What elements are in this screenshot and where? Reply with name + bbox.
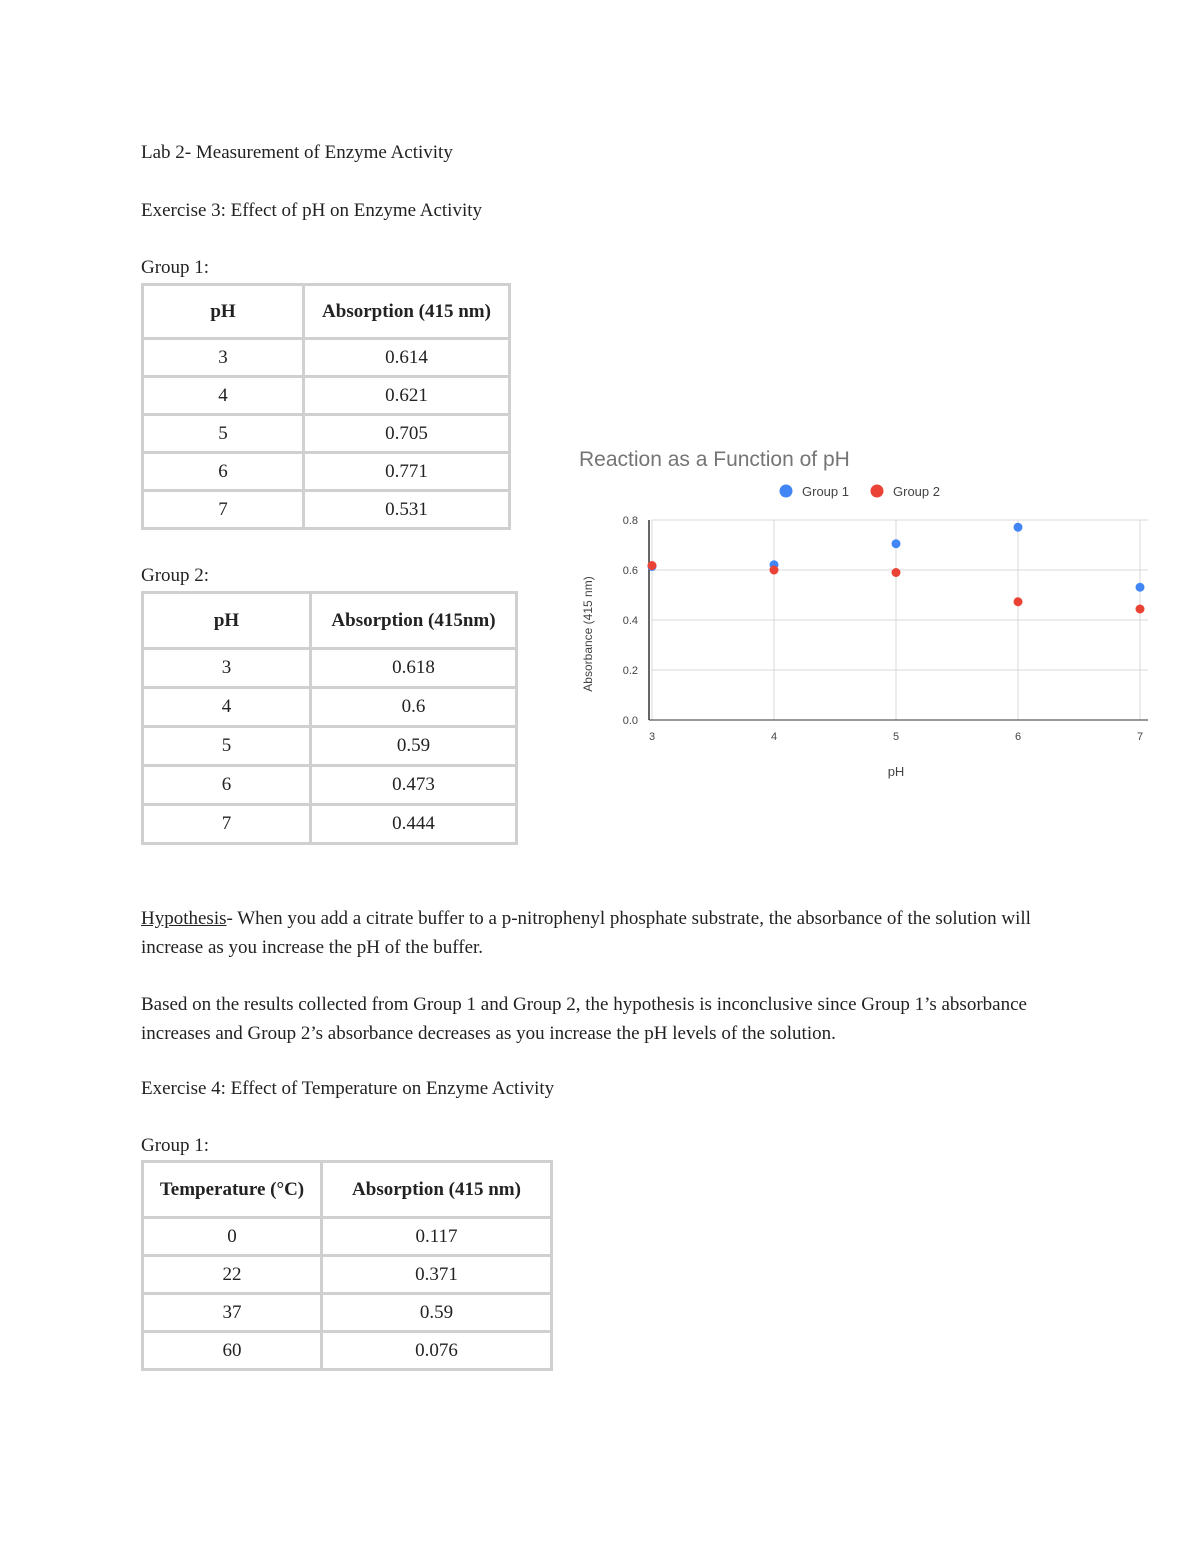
table-header: Absorption (415 nm) <box>304 285 510 339</box>
exercise-3-heading: Exercise 3: Effect of pH on Enzyme Activity <box>141 200 483 221</box>
y-axis-ticks <box>623 515 638 727</box>
table-cell: 0.59 <box>311 727 517 766</box>
hypothesis-paragraph <box>141 904 1061 962</box>
y-tick-label: 0.0 <box>622 715 638 727</box>
table-cell: 3 <box>143 339 304 377</box>
data-point-group-2 <box>1014 597 1023 606</box>
table-cell: 0.705 <box>304 415 510 453</box>
data-point-group-1 <box>1136 583 1145 592</box>
table-cell: 0.473 <box>311 766 517 805</box>
table-cell: 0.618 <box>311 649 517 688</box>
ph-table-group-1 <box>141 283 511 530</box>
x-axis-label: pH <box>887 764 905 779</box>
data-point-group-2 <box>1136 605 1145 614</box>
x-tick-label: 6 <box>1014 731 1022 743</box>
y-tick-label: 0.6 <box>622 565 638 577</box>
table-cell: 0.621 <box>304 377 510 415</box>
group-1-label: Group 1: <box>141 257 210 278</box>
x-tick-label: 4 <box>770 731 778 743</box>
table-cell: 0.614 <box>304 339 510 377</box>
temperature-table <box>141 1160 553 1371</box>
hypothesis-label: Hypothesis <box>141 908 227 929</box>
table-cell: 0.59 <box>322 1294 552 1332</box>
table-header: Temperature (°C) <box>143 1162 322 1218</box>
table-cell: 22 <box>143 1256 322 1294</box>
table-cell: 0.117 <box>322 1218 552 1256</box>
table-cell: 6 <box>143 766 311 805</box>
legend-label: Group 1 <box>802 484 849 499</box>
document-title: Lab 2- Measurement of Enzyme Activity <box>141 142 453 163</box>
table-row <box>143 1332 552 1370</box>
table-row <box>143 1256 552 1294</box>
ph-table-group-2 <box>141 591 518 845</box>
chart-legend <box>780 484 940 499</box>
table-row <box>143 766 517 805</box>
table-row <box>143 491 510 529</box>
table-header: Absorption (415nm) <box>311 593 517 649</box>
legend-label: Group 2 <box>893 484 940 499</box>
y-axis-label: Absorbance (415 nm) <box>581 576 595 692</box>
table-cell: 0.444 <box>311 805 517 844</box>
y-tick-label: 0.2 <box>622 665 638 677</box>
table-row <box>143 727 517 766</box>
y-tick-label: 0.4 <box>622 615 638 627</box>
table-cell: 7 <box>143 805 311 844</box>
data-point-group-1 <box>1014 523 1023 532</box>
x-tick-label: 7 <box>1136 731 1144 743</box>
x-tick-label: 3 <box>648 731 656 743</box>
table-cell: 3 <box>143 649 311 688</box>
ph-scatter-chart <box>570 436 1160 786</box>
table-cell: 5 <box>143 415 304 453</box>
exercise-4-heading: Exercise 4: Effect of Temperature on Enzyme Activity <box>141 1078 555 1099</box>
data-point-group-2 <box>892 568 901 577</box>
conclusion-paragraph: Based on the results collected from Group 1 and Group 2, the hypothesis is inconclusive since Group 1’s absorbance increases and Group 2’s absorbance decreases as you increase the pH levels of the solution. <box>141 994 1027 1044</box>
table-cell: 6 <box>143 453 304 491</box>
legend-marker <box>780 485 793 498</box>
exercise-4-group-1-label: Group 1: <box>141 1135 210 1156</box>
table-row <box>143 339 510 377</box>
table-row <box>143 805 517 844</box>
chart-title: Reaction as a Function of pH <box>579 448 850 471</box>
data-point-group-2 <box>770 566 779 575</box>
table-cell: 0.371 <box>322 1256 552 1294</box>
table-cell: 0.531 <box>304 491 510 529</box>
table-cell: 0.6 <box>311 688 517 727</box>
table-row <box>143 688 517 727</box>
table-row <box>143 1218 552 1256</box>
table-cell: 5 <box>143 727 311 766</box>
x-tick-label: 5 <box>892 731 900 743</box>
table-cell: 60 <box>143 1332 322 1370</box>
x-axis-ticks <box>649 731 1143 743</box>
data-point-group-1 <box>892 539 901 548</box>
table-row <box>143 377 510 415</box>
table-cell: 0.771 <box>304 453 510 491</box>
table-header: pH <box>143 285 304 339</box>
table-cell: 4 <box>143 377 304 415</box>
chart-grid <box>649 520 1148 720</box>
table-cell: 4 <box>143 688 311 727</box>
table-row <box>143 1294 552 1332</box>
table-row <box>143 649 517 688</box>
table-cell: 0.076 <box>322 1332 552 1370</box>
legend-marker <box>871 485 884 498</box>
group-2-label: Group 2: <box>141 565 210 586</box>
y-tick-label: 0.8 <box>622 515 638 527</box>
table-cell: 37 <box>143 1294 322 1332</box>
table-cell: 0 <box>143 1218 322 1256</box>
table-header: Absorption (415 nm) <box>322 1162 552 1218</box>
hypothesis-text: - When you add a citrate buffer to a p-nitrophenyl phosphate substrate, the absorbance of the solution will increase as you increase the pH of the buffer. <box>141 908 1031 958</box>
table-row <box>143 415 510 453</box>
table-header: pH <box>143 593 311 649</box>
table-cell: 7 <box>143 491 304 529</box>
table-row <box>143 453 510 491</box>
data-point-group-2 <box>648 561 657 570</box>
